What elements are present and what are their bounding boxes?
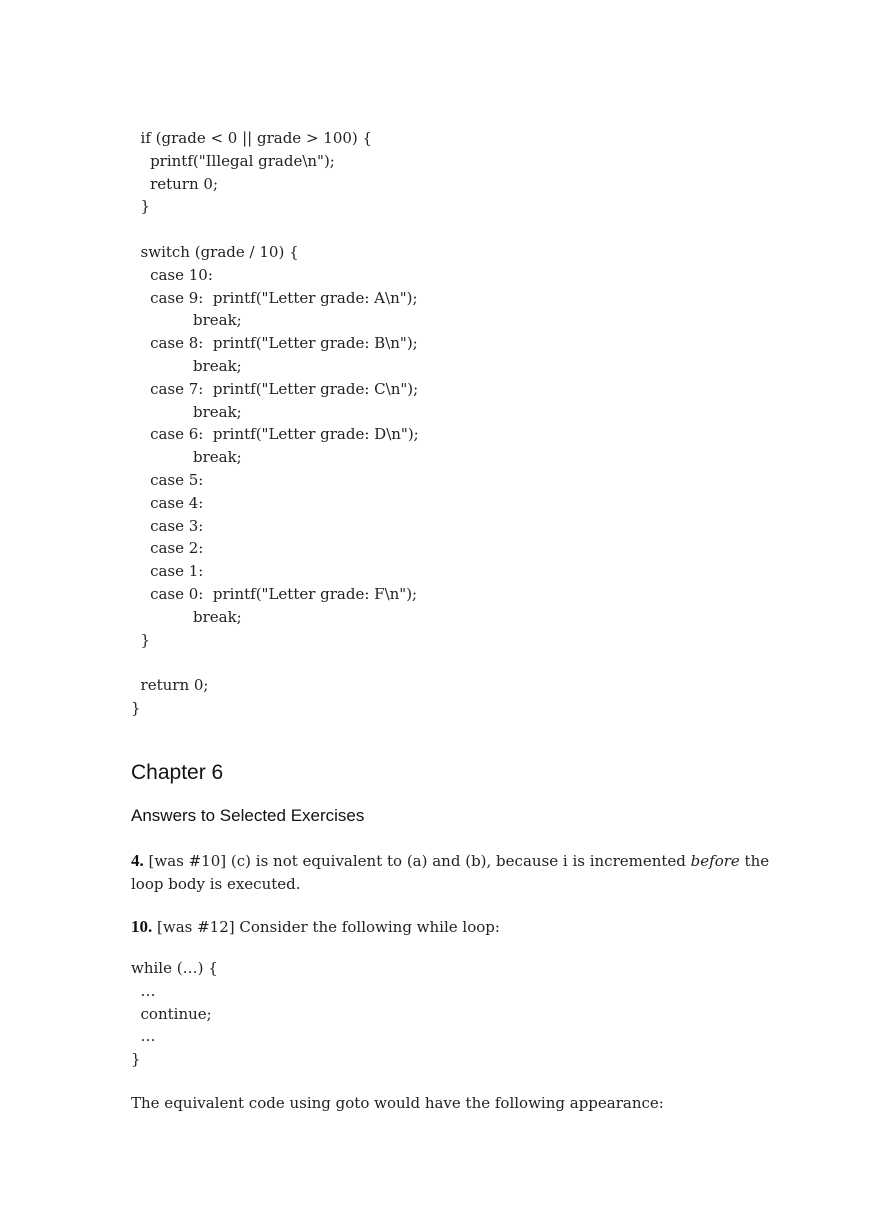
code-block-grade-switch — [131, 127, 419, 720]
code-line: case 7: printf("Letter grade: C\n"); — [131, 379, 419, 398]
code-line: continue; — [131, 1004, 212, 1023]
code-line: case 8: printf("Letter grade: B\n"); — [131, 334, 418, 353]
closing-paragraph: The equivalent code using goto would have the following appearance: — [131, 1094, 664, 1112]
code-line: } — [131, 630, 151, 649]
exercise-10-answer — [131, 915, 771, 939]
code-line: case 9: printf("Letter grade: A\n"); — [131, 288, 418, 307]
code-line: … — [131, 1027, 156, 1046]
exercise-number: 10. — [131, 917, 153, 936]
code-line: } — [131, 197, 151, 216]
code-line: break; — [131, 448, 242, 467]
code-line — [131, 218, 419, 241]
exercise-text-continued: the loop body is executed. — [131, 852, 770, 893]
emphasis-text: before — [690, 852, 740, 870]
code-line: } — [131, 1050, 141, 1069]
section-title: Answers to Selected Exercises — [131, 806, 365, 825]
code-line: case 4: — [131, 493, 204, 512]
code-line: if (grade < 0 || grade > 100) { — [131, 129, 373, 147]
code-line: case 3: — [131, 516, 204, 535]
code-line — [131, 651, 419, 674]
code-line: break; — [131, 402, 242, 421]
code-line: return 0; — [131, 174, 219, 193]
code-line: break; — [131, 356, 242, 375]
code-line: while (…) { — [131, 959, 218, 977]
code-line: break; — [131, 311, 242, 330]
code-line: printf("Illegal grade\n"); — [131, 151, 335, 170]
code-line: break; — [131, 607, 242, 626]
code-line: return 0; — [131, 676, 209, 695]
code-line: switch (grade / 10) { — [131, 242, 299, 261]
code-line: case 2: — [131, 539, 204, 558]
exercise-text: [was #10] (c) is not equivalent to (a) and (b), because i is incremented — [143, 852, 691, 870]
code-block-while-loop — [131, 957, 218, 1071]
code-line: … — [131, 981, 156, 1000]
exercise-number: 4. — [131, 851, 144, 870]
code-line: case 5: — [131, 470, 204, 489]
chapter-title: Chapter 6 — [131, 761, 224, 784]
code-line: case 6: printf("Letter grade: D\n"); — [131, 425, 419, 444]
exercise-4-answer — [131, 849, 771, 896]
code-line: case 1: — [131, 562, 204, 581]
code-line: case 0: printf("Letter grade: F\n"); — [131, 584, 418, 603]
code-line: } — [131, 698, 141, 717]
code-line: case 10: — [131, 265, 213, 284]
exercise-text: [was #12] Consider the following while loop: — [152, 918, 500, 936]
